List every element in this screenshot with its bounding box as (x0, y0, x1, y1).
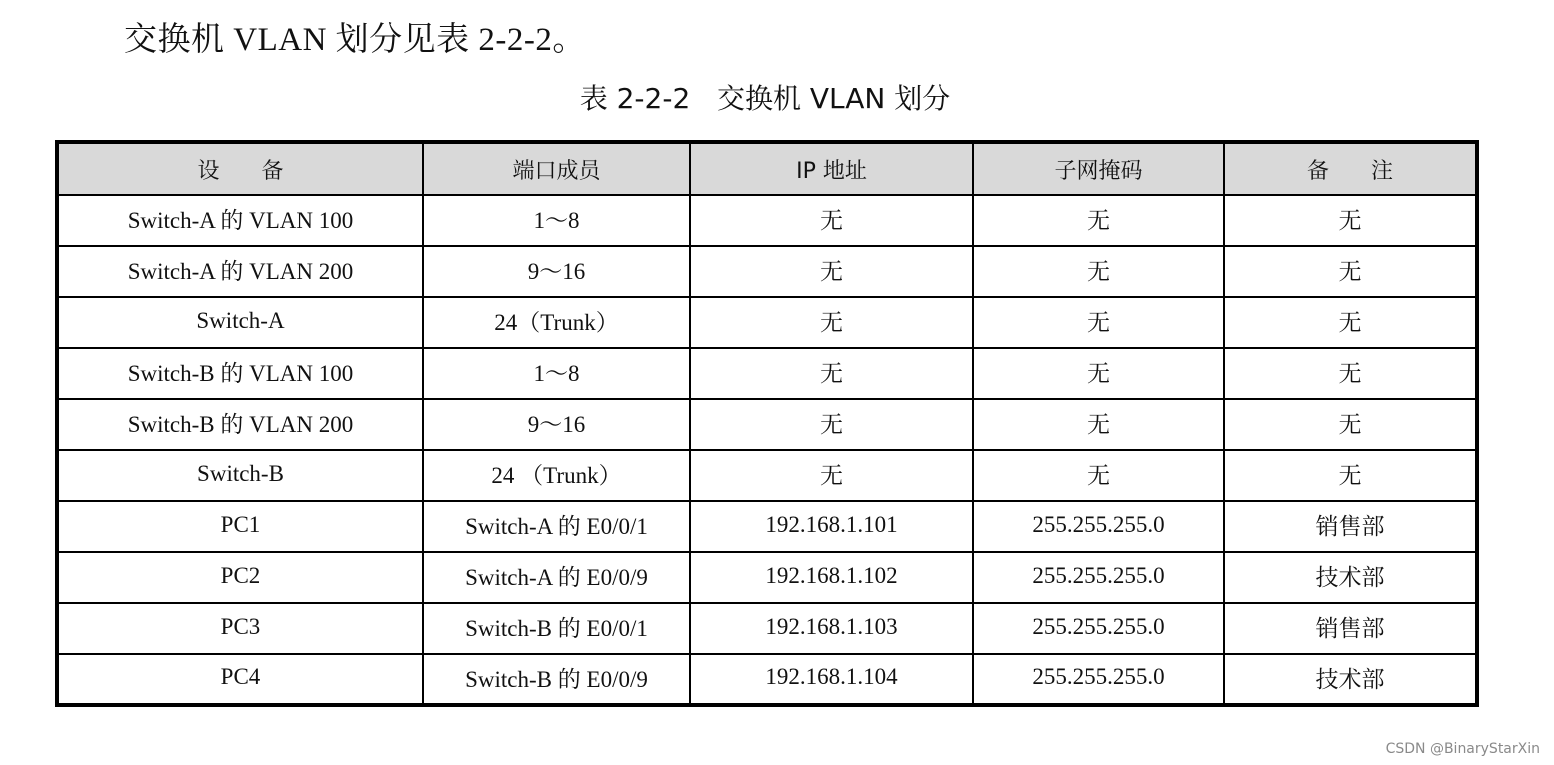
cell-remarks: 无 (1224, 399, 1477, 450)
cell-device: PC1 (57, 501, 423, 552)
cell-port-members: Switch-B 的 E0/0/9 (423, 654, 690, 705)
cell-port-members: 1～8 (423, 348, 690, 399)
cell-device: Switch-B 的 VLAN 100 (57, 348, 423, 399)
table-header-row (57, 142, 1477, 195)
cell-ip-address: 无 (690, 399, 973, 450)
table-row (57, 195, 1477, 246)
cell-port-members: 9～16 (423, 399, 690, 450)
cell-remarks: 无 (1224, 246, 1477, 297)
table-row (57, 450, 1477, 501)
cell-port-members: 24（Trunk） (423, 297, 690, 348)
cell-remarks: 无 (1224, 450, 1477, 501)
cell-ip-address: 无 (690, 297, 973, 348)
header-subnet-mask: 子网掩码 (973, 142, 1224, 195)
cell-subnet-mask: 255.255.255.0 (973, 603, 1224, 654)
cell-device: PC3 (57, 603, 423, 654)
cell-subnet-mask: 无 (973, 450, 1224, 501)
table-row (57, 654, 1477, 705)
cell-port-members: 24 （Trunk） (423, 450, 690, 501)
header-device: 设 备 (57, 142, 423, 195)
cell-subnet-mask: 无 (973, 399, 1224, 450)
cell-device: Switch-B 的 VLAN 200 (57, 399, 423, 450)
cell-subnet-mask: 无 (973, 348, 1224, 399)
cell-remarks: 无 (1224, 348, 1477, 399)
cell-ip-address: 无 (690, 246, 973, 297)
intro-text: 交换机 VLAN 划分见表 2-2-2。 (124, 22, 586, 58)
cell-device: PC2 (57, 552, 423, 603)
cell-port-members: 9～16 (423, 246, 690, 297)
cell-ip-address: 192.168.1.103 (690, 603, 973, 654)
cell-remarks: 技术部 (1224, 552, 1477, 603)
cell-subnet-mask: 无 (973, 195, 1224, 246)
table-row (57, 501, 1477, 552)
vlan-table (55, 140, 1479, 707)
table-row (57, 603, 1477, 654)
cell-ip-address: 无 (690, 450, 973, 501)
cell-ip-address: 无 (690, 348, 973, 399)
cell-port-members: Switch-B 的 E0/0/1 (423, 603, 690, 654)
cell-remarks: 无 (1224, 297, 1477, 348)
cell-subnet-mask: 255.255.255.0 (973, 501, 1224, 552)
table-caption: 表 2-2-2 交换机 VLAN 划分 (579, 82, 951, 115)
table-row (57, 297, 1477, 348)
header-port-members: 端口成员 (423, 142, 690, 195)
cell-subnet-mask: 255.255.255.0 (973, 552, 1224, 603)
cell-remarks: 技术部 (1224, 654, 1477, 705)
cell-subnet-mask: 255.255.255.0 (973, 654, 1224, 705)
cell-device: PC4 (57, 654, 423, 705)
header-remarks: 备 注 (1224, 142, 1477, 195)
cell-device: Switch-A 的 VLAN 200 (57, 246, 423, 297)
table-row (57, 399, 1477, 450)
cell-device: Switch-A (57, 297, 423, 348)
cell-ip-address: 192.168.1.104 (690, 654, 973, 705)
table-row (57, 552, 1477, 603)
cell-port-members: Switch-A 的 E0/0/1 (423, 501, 690, 552)
cell-remarks: 无 (1224, 195, 1477, 246)
header-ip-address: IP 地址 (690, 142, 973, 195)
table-body (57, 195, 1477, 705)
cell-ip-address: 无 (690, 195, 973, 246)
cell-device: Switch-B (57, 450, 423, 501)
cell-device: Switch-A 的 VLAN 100 (57, 195, 423, 246)
cell-remarks: 销售部 (1224, 603, 1477, 654)
cell-port-members: Switch-A 的 E0/0/9 (423, 552, 690, 603)
table-row (57, 246, 1477, 297)
cell-remarks: 销售部 (1224, 501, 1477, 552)
cell-port-members: 1～8 (423, 195, 690, 246)
table-row (57, 348, 1477, 399)
vlan-table-container (55, 140, 1479, 707)
cell-subnet-mask: 无 (973, 297, 1224, 348)
cell-ip-address: 192.168.1.102 (690, 552, 973, 603)
cell-ip-address: 192.168.1.101 (690, 501, 973, 552)
cell-subnet-mask: 无 (973, 246, 1224, 297)
watermark: CSDN @BinaryStarXin (1385, 741, 1540, 757)
